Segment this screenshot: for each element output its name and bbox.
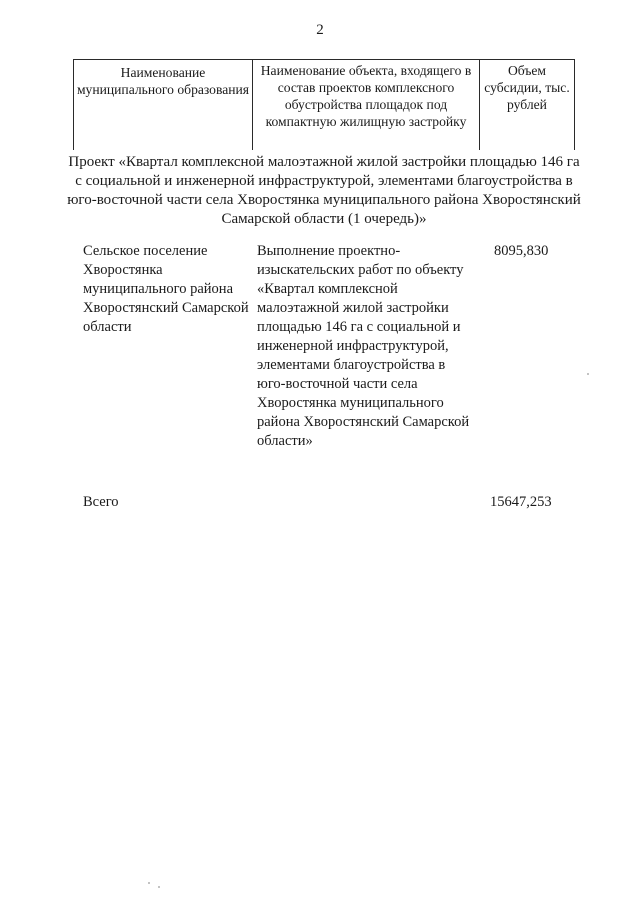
row-municipality: Сельское поселение Хворостянка муниципального района Хворостянский Самарской области xyxy=(83,243,249,335)
header-subsidy: Объем субсидии, тыс. рублей xyxy=(479,60,574,150)
header-municipality: Наименование муниципального образования xyxy=(76,65,250,97)
row-object: Выполнение проектно-изыскательских работ по объекту «Квартал комплексной малоэтажной жилой застройки площадью 146 га с социальной и инженерной инфраструктурой, элементами благоустройства в юго-восточной части села Хворостянка муниципального района Хворостянский Самарской области» xyxy=(257,243,470,449)
table-header xyxy=(73,59,575,150)
header-object: Наименование объекта, входящего в состав проектов комплексного обустройства площадок под компактную жилищную застройку xyxy=(252,60,479,150)
page-number: 2 xyxy=(316,22,324,38)
total-value: 15647,253 xyxy=(490,494,552,510)
total-label: Всего xyxy=(83,494,119,510)
scan-speck xyxy=(158,886,160,888)
scan-speck xyxy=(587,373,589,375)
project-title: Проект «Квартал комплексной малоэтажной жилой застройки площадью 146 га с социальной и инженерной инфраструктурой, элементами благоустройства в юго-восточной части села Хворостянка муниципального района Хворостянский Самарской области (1 очередь)» xyxy=(67,154,581,227)
scan-speck xyxy=(148,882,150,884)
row-amount: 8095,830 xyxy=(494,243,549,259)
